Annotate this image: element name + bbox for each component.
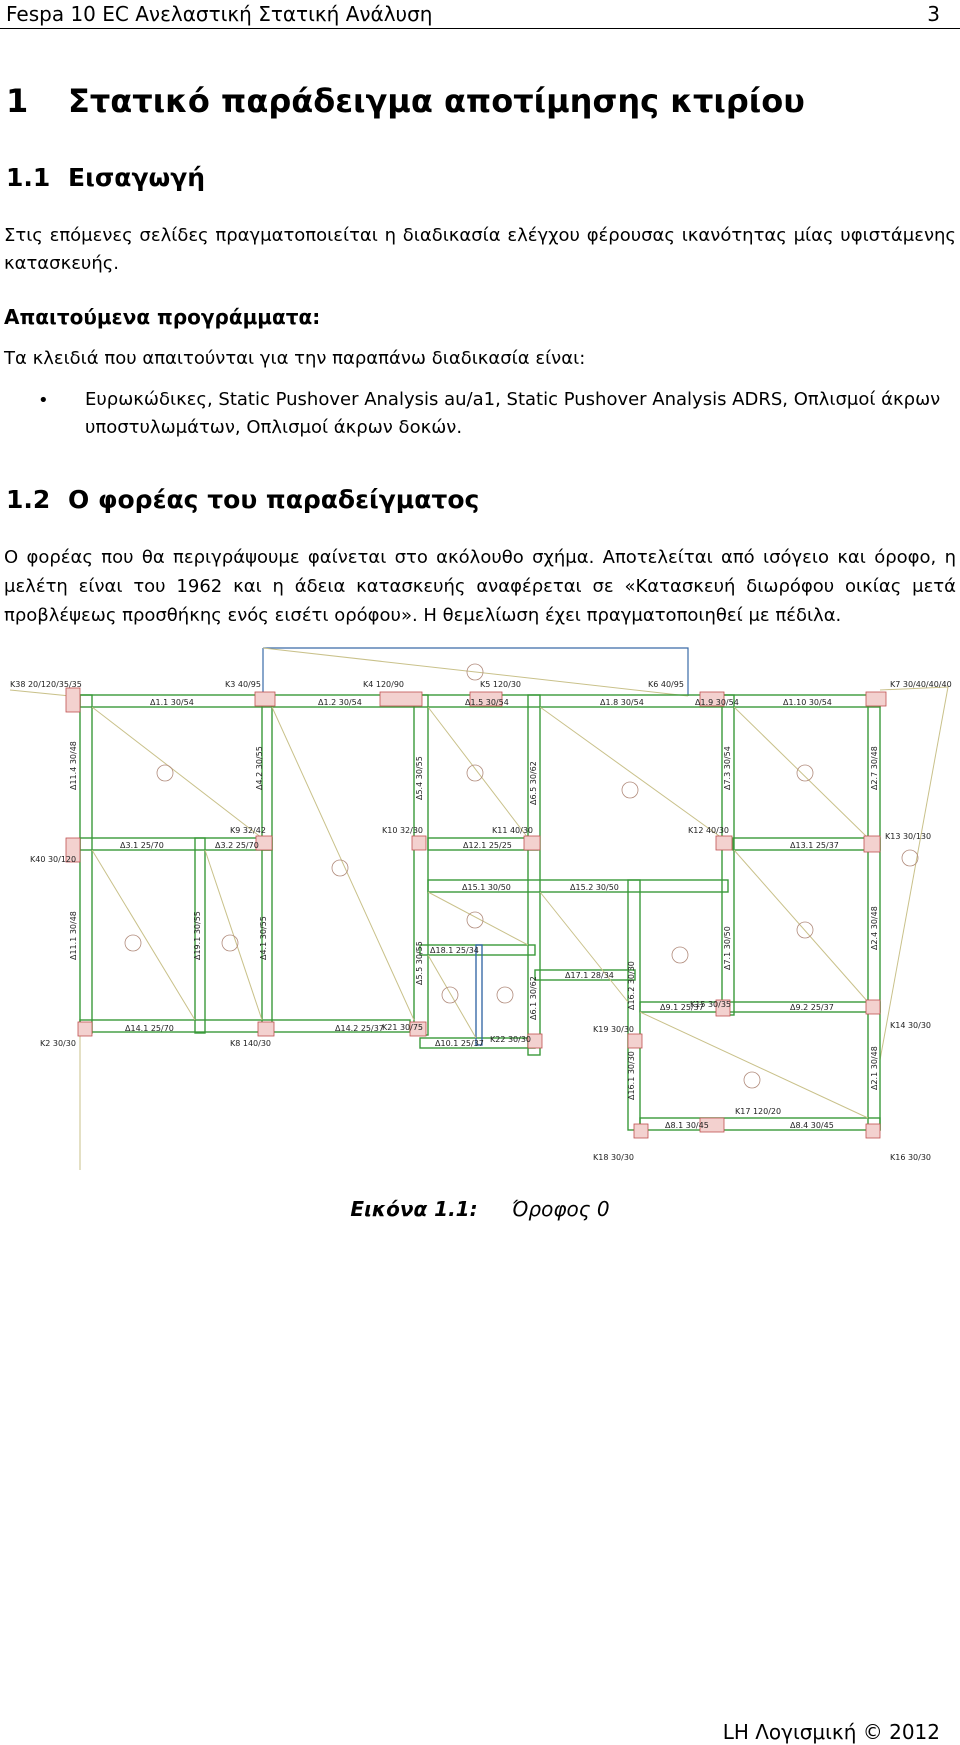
section-heading-1-1 (6, 163, 205, 192)
svg-text:Δ16.1 30/30: Δ16.1 30/30 (627, 1051, 636, 1100)
svg-text:Δ11.1 30/48: Δ11.1 30/48 (69, 911, 78, 960)
svg-text:Δ2.7 30/48: Δ2.7 30/48 (870, 746, 879, 790)
svg-text:K16 30/30: K16 30/30 (890, 1153, 932, 1162)
svg-text:Δ1.8 30/54: Δ1.8 30/54 (600, 698, 644, 707)
svg-text:Δ1.2 30/54: Δ1.2 30/54 (318, 698, 362, 707)
svg-text:K12 40/30: K12 40/30 (688, 826, 730, 835)
programs-heading: Απαιτούμενα προγράμματα: (4, 305, 321, 329)
figure-caption (0, 1197, 960, 1221)
section-title: Ο φορέας του παραδείγματος (68, 485, 480, 514)
section-number: 1 (6, 82, 29, 120)
svg-text:Δ16.2 30/30: Δ16.2 30/30 (627, 961, 636, 1010)
svg-text:K3 40/95: K3 40/95 (225, 680, 261, 689)
beam-col-1 (80, 695, 92, 1033)
programs-intro: Τα κλειδιά που απαιτούνται για την παραπάνω διαδικασία είναι: (4, 348, 586, 369)
programs-list-item: Ευρωκώδικες, Static Pushover Analysis au/a1, Static Pushover Analysis ADRS, Οπλισμοί άκρων υποστυλωμάτων, Οπλισμοί άκρων δοκών. (85, 389, 941, 438)
svg-text:K10 32/30: K10 32/30 (382, 826, 424, 835)
section-number: 1.2 (6, 485, 51, 514)
svg-text:Δ15.2 30/50: Δ15.2 30/50 (570, 883, 619, 892)
svg-text:Δ8.1 30/45: Δ8.1 30/45 (665, 1121, 709, 1130)
bullet-icon: • (38, 390, 49, 411)
svg-text:Δ1.1 30/54: Δ1.1 30/54 (150, 698, 194, 707)
running-header-title: Fespa 10 EC Ανελαστική Στατική Ανάλυση (6, 2, 433, 26)
svg-text:Δ13.1 25/37: Δ13.1 25/37 (790, 841, 839, 850)
svg-text:Δ14.1 25/70: Δ14.1 25/70 (125, 1024, 174, 1033)
svg-text:Δ5.4 30/55: Δ5.4 30/55 (415, 756, 424, 800)
svg-text:Δ10.1 25/37: Δ10.1 25/37 (435, 1039, 484, 1048)
section-heading-1 (6, 82, 805, 120)
svg-text:K6 40/95: K6 40/95 (648, 680, 684, 689)
section-title: Στατικό παράδειγμα αποτίμησης κτιρίου (68, 82, 805, 120)
svg-text:K2 30/30: K2 30/30 (40, 1039, 76, 1048)
svg-text:Δ6.5 30/62: Δ6.5 30/62 (529, 761, 538, 805)
svg-text:Δ1.10 30/54: Δ1.10 30/54 (783, 698, 832, 707)
svg-text:Δ8.4 30/45: Δ8.4 30/45 (790, 1121, 834, 1130)
structure-paragraph: Ο φορέας που θα περιγράψουμε φαίνεται στο ακόλουθο σχήμα. Αποτελείται από ισόγειο και όροφο, η μελέτη είναι του 1962 και η άδεια κατασκευής αναφέρεται σε «Κατασκευή διωρόφου οικίας μετά προβλέψεως προσθήκης ενός εισέτι ορόφου». Η θεμελίωση έχει πραγματοποιηθεί με πέδιλα. (4, 547, 956, 626)
svg-text:K5 120/30: K5 120/30 (480, 680, 522, 689)
svg-text:Δ2.1 30/48: Δ2.1 30/48 (870, 1046, 879, 1090)
svg-text:K11 40/30: K11 40/30 (492, 826, 534, 835)
footer-copyright: LH Λογισμική © 2012 (722, 1720, 940, 1744)
intro-paragraph: Στις επόμενες σελίδες πραγματοποιείται η διαδικασία ελέγχου φέρουσας ικανότητας μίας υφιστάμενης κατασκευής. (4, 225, 956, 274)
svg-text:K17 120/20: K17 120/20 (735, 1107, 782, 1116)
section-title: Εισαγωγή (68, 163, 206, 192)
svg-text:K40 30/120: K40 30/120 (30, 855, 77, 864)
header-divider (0, 28, 960, 29)
svg-text:K22 30/30: K22 30/30 (490, 1035, 532, 1044)
svg-text:Δ4.2 30/55: Δ4.2 30/55 (255, 746, 264, 790)
svg-text:Δ9.1 25/37: Δ9.1 25/37 (660, 1003, 704, 1012)
svg-text:Δ9.2 25/37: Δ9.2 25/37 (790, 1003, 834, 1012)
svg-text:K8 140/30: K8 140/30 (230, 1039, 272, 1048)
svg-text:Δ4.1 30/55: Δ4.1 30/55 (259, 916, 268, 960)
svg-text:Δ1.9 30/54: Δ1.9 30/54 (695, 698, 739, 707)
svg-text:Δ18.1 25/34: Δ18.1 25/34 (430, 946, 479, 955)
svg-text:Δ17.1 28/34: Δ17.1 28/34 (565, 971, 614, 980)
svg-text:Δ15.1 30/50: Δ15.1 30/50 (462, 883, 511, 892)
svg-text:K19 30/30: K19 30/30 (593, 1025, 635, 1034)
slab-markers (125, 664, 918, 1088)
svg-text:Δ7.3 30/54: Δ7.3 30/54 (723, 746, 732, 790)
caption-text: Όροφος 0 (511, 1197, 610, 1221)
svg-text:Δ11.4 30/48: Δ11.4 30/48 (69, 741, 78, 790)
svg-text:Δ3.1 25/70: Δ3.1 25/70 (120, 841, 164, 850)
svg-text:Δ2.4 30/48: Δ2.4 30/48 (870, 906, 879, 950)
svg-text:Δ1.5 30/54: Δ1.5 30/54 (465, 698, 509, 707)
diag-top (263, 648, 688, 696)
svg-text:Δ5.5 30/55: Δ5.5 30/55 (415, 941, 424, 985)
columns (66, 688, 886, 1138)
svg-text:Δ3.2 25/70: Δ3.2 25/70 (215, 841, 259, 850)
beam-blue (476, 945, 482, 1045)
svg-text:Δ7.1 30/50: Δ7.1 30/50 (723, 926, 732, 970)
section-number: 1.1 (6, 163, 51, 192)
section-heading-1-2 (6, 485, 479, 514)
floor-plan-drawing (0, 640, 960, 1170)
page-number: 3 (927, 2, 940, 26)
svg-text:Δ14.2 25/37: Δ14.2 25/37 (335, 1024, 384, 1033)
svg-text:K15 30/35: K15 30/35 (690, 1000, 732, 1009)
svg-text:Δ19.1 30/55: Δ19.1 30/55 (193, 911, 202, 960)
caption-label: Εικόνα 1.1: (350, 1197, 478, 1221)
svg-text:K4 120/90: K4 120/90 (363, 680, 405, 689)
svg-text:K38 20/120/35/35: K38 20/120/35/35 (10, 680, 82, 689)
svg-text:K13 30/130: K13 30/130 (885, 832, 932, 841)
svg-text:K14 30/30: K14 30/30 (890, 1021, 932, 1030)
svg-text:Δ12.1 25/25: Δ12.1 25/25 (463, 841, 512, 850)
svg-text:K21 30/75: K21 30/75 (382, 1023, 424, 1032)
svg-text:K9 32/42: K9 32/42 (230, 826, 266, 835)
svg-text:K7 30/40/40/40: K7 30/40/40/40 (890, 680, 952, 689)
svg-text:Δ6.1 30/62: Δ6.1 30/62 (529, 976, 538, 1020)
outline-right-diag (880, 687, 948, 1060)
svg-text:K18 30/30: K18 30/30 (593, 1153, 635, 1162)
slab-diagonals (92, 707, 868, 1118)
